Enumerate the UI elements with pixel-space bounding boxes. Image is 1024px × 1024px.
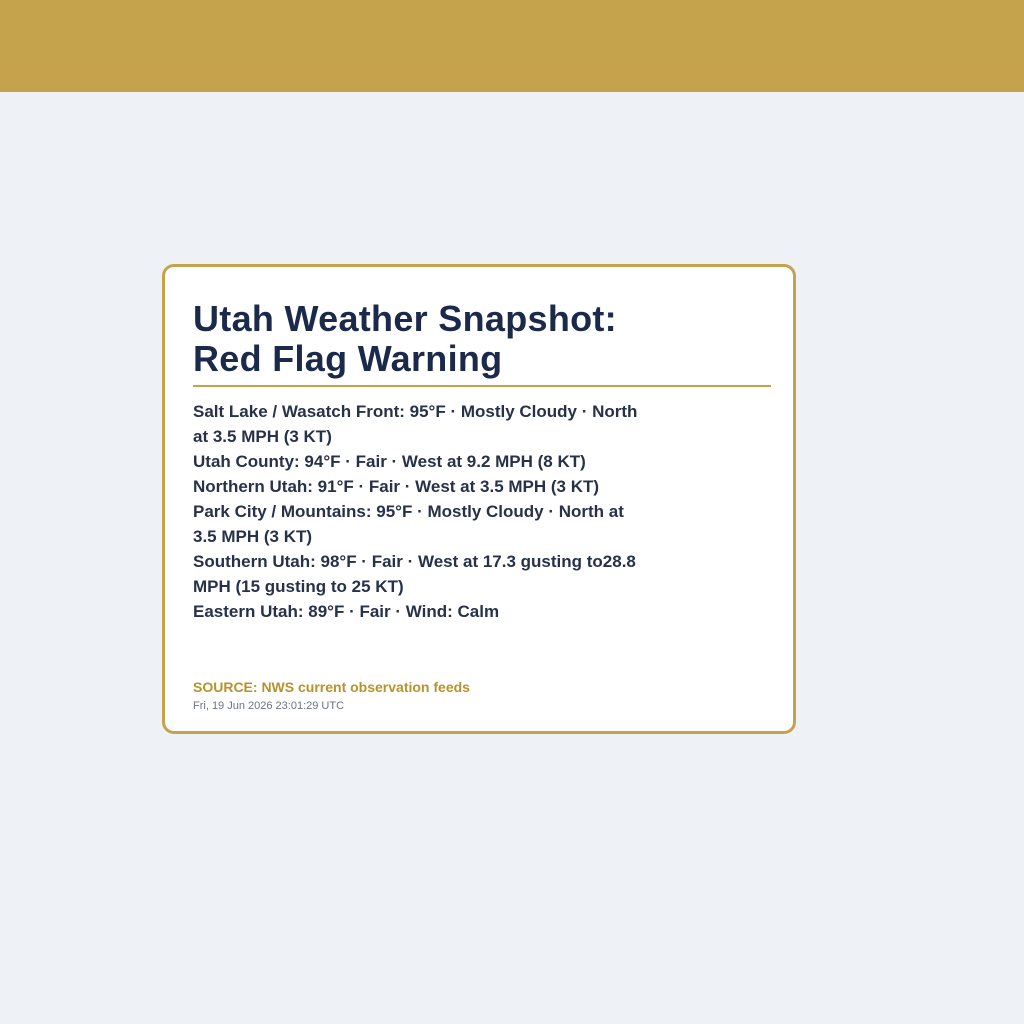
title-line-2: Red Flag Warning — [193, 338, 503, 379]
weather-snapshot-card — [162, 264, 796, 734]
title-line-1: Utah Weather Snapshot: — [193, 298, 617, 339]
timestamp: Fri, 19 Jun 2026 23:01:29 UTC — [193, 700, 345, 712]
observation-utah-county: Utah County: 94°F · Fair · West at 9.2 MPH (8 KT) — [193, 452, 586, 471]
card-title — [193, 267, 765, 379]
observation-eastern-utah: Eastern Utah: 89°F · Fair · Wind: Calm — [193, 602, 500, 621]
observation-salt-lake: Salt Lake / Wasatch Front: 95°F · Mostly Cloudy · North at 3.5 MPH (3 KT) — [193, 402, 638, 446]
observation-northern-utah: Northern Utah: 91°F · Fair · West at 3.5 MPH (3 KT) — [193, 477, 600, 496]
source-label: SOURCE: NWS current observation feeds — [193, 679, 470, 695]
observation-park-city: Park City / Mountains: 95°F · Mostly Cloudy · North at 3.5 MPH (3 KT) — [193, 502, 624, 546]
title-divider — [193, 385, 771, 387]
observation-southern-utah: Southern Utah: 98°F · Fair · West at 17.3 gusting to28.8 MPH (15 gusting to 25 KT) — [193, 552, 636, 596]
observation-list — [193, 399, 643, 624]
top-banner — [0, 0, 1024, 92]
